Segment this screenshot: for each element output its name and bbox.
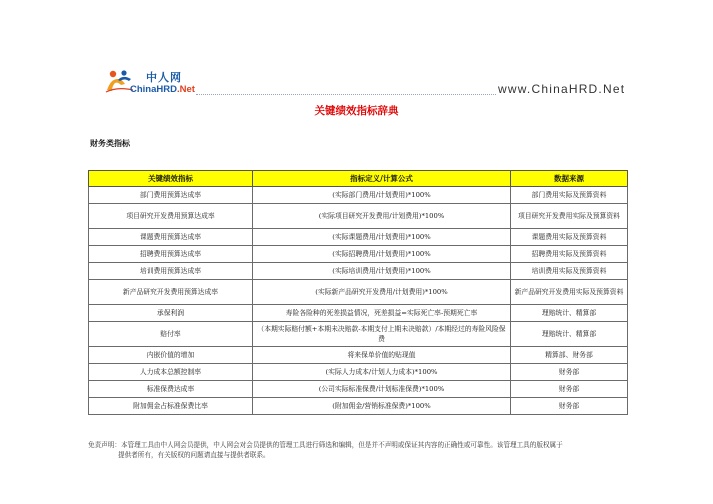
table-row [89, 381, 628, 398]
kpi-source-cell: 精算部、财务部 [511, 347, 628, 364]
kpi-source-cell: 财务部 [511, 381, 628, 398]
kpi-formula-cell: 寿险各险种的死差损益情况，死差损益=实际死亡率-预期死亡率 [253, 305, 511, 322]
kpi-formula-cell: (实际人力成本/计划人力成本)*100% [253, 364, 511, 381]
table-row [89, 347, 628, 364]
table-row [89, 322, 628, 347]
header-divider [196, 94, 496, 95]
kpi-name-cell: 标准保费达成率 [89, 381, 253, 398]
kpi-name-cell: 内嵌价值的增加 [89, 347, 253, 364]
table-row [89, 280, 628, 305]
kpi-name-cell: 部门费用预算达成率 [89, 187, 253, 204]
site-url[interactable]: www.ChinaHRD.Net [498, 82, 626, 96]
kpi-name-cell: 课题费用预算达成率 [89, 229, 253, 246]
kpi-formula-cell: (实际招聘费用/计划费用)*100% [253, 246, 511, 263]
logo-chinese-text: 中人网 [146, 71, 182, 84]
logo-english-suffix: .Net [176, 84, 195, 95]
kpi-formula-cell: (实际项目研究开发费用/计划费用)*100% [253, 204, 511, 229]
column-header-kpi: 关键绩效指标 [89, 171, 253, 187]
kpi-name-cell: 招聘费用预算达成率 [89, 246, 253, 263]
kpi-source-cell: 项目研究开发费用实际及预算资料 [511, 204, 628, 229]
column-header-definition: 指标定义/计算公式 [253, 171, 511, 187]
kpi-name-cell: 承保利润 [89, 305, 253, 322]
table-row [89, 187, 628, 204]
table-row [89, 204, 628, 229]
site-logo[interactable] [100, 66, 210, 102]
column-header-source: 数据来源 [511, 171, 628, 187]
kpi-source-cell: 财务部 [511, 398, 628, 415]
kpi-source-cell: 课题费用实际及预算资料 [511, 229, 628, 246]
kpi-source-cell: 理赔统计、精算部 [511, 322, 628, 347]
document-title: 关键绩效指标辞典 [314, 105, 399, 117]
kpi-source-cell: 理赔统计、精算部 [511, 305, 628, 322]
kpi-formula-cell: (实际部门费用/计划费用)*100% [253, 187, 511, 204]
kpi-source-cell: 新产品研究开发费用实际及预算资料 [511, 280, 628, 305]
kpi-table [88, 170, 628, 415]
logo-english-text [130, 84, 195, 95]
kpi-source-cell: 部门费用实际及预算资料 [511, 187, 628, 204]
kpi-name-cell: 赔付率 [89, 322, 253, 347]
kpi-source-cell: 培训费用实际及预算资料 [511, 263, 628, 280]
kpi-name-cell: 新产品研究开发费用预算达成率 [89, 280, 253, 305]
table-row [89, 263, 628, 280]
table-row [89, 229, 628, 246]
kpi-source-cell: 招聘费用实际及预算资料 [511, 246, 628, 263]
kpi-formula-cell: (实际新产品研究开发费用/计划费用)*100% [253, 280, 511, 305]
table-header-row [89, 171, 628, 187]
kpi-formula-cell: (附加佣金/营销标准保费)*100% [253, 398, 511, 415]
table-row [89, 305, 628, 322]
table-row [89, 398, 628, 415]
kpi-name-cell: 培训费用预算达成率 [89, 263, 253, 280]
table-row [89, 246, 628, 263]
kpi-name-cell: 项目研究开发费用预算达成率 [89, 204, 253, 229]
kpi-formula-cell: （本期实际赔付额+本期未决赔款-本期支付上期未决赔款）/本期经过的寿险风险保费 [253, 322, 511, 347]
disclaimer-line-2: 提供者所有，有关版权的问题请直接与提供者联系。 [118, 451, 270, 459]
disclaimer-line-1: 免责声明：本管理工具由中人网会员提供，中人网会对会员提供的管理工具进行筛选和编辑，但是并不声明或保证其内容的正确性或可靠性。该管理工具的版权属于 [88, 441, 563, 449]
section-title: 财务类指标 [90, 139, 130, 148]
kpi-formula-cell: (实际课题费用/计划费用)*100% [253, 229, 511, 246]
kpi-formula-cell: (公司实际标准保费/计划标准保费)*100% [253, 381, 511, 398]
kpi-formula-cell: (实际培训费用/计划费用)*100% [253, 263, 511, 280]
disclaimer [88, 440, 634, 460]
kpi-name-cell: 人力成本总额控制率 [89, 364, 253, 381]
kpi-formula-cell: 将来保单价值的贴现值 [253, 347, 511, 364]
logo-english-main: ChinaHRD [130, 84, 177, 95]
kpi-source-cell: 财务部 [511, 364, 628, 381]
table-row [89, 364, 628, 381]
kpi-name-cell: 附加佣金占标准保费比率 [89, 398, 253, 415]
